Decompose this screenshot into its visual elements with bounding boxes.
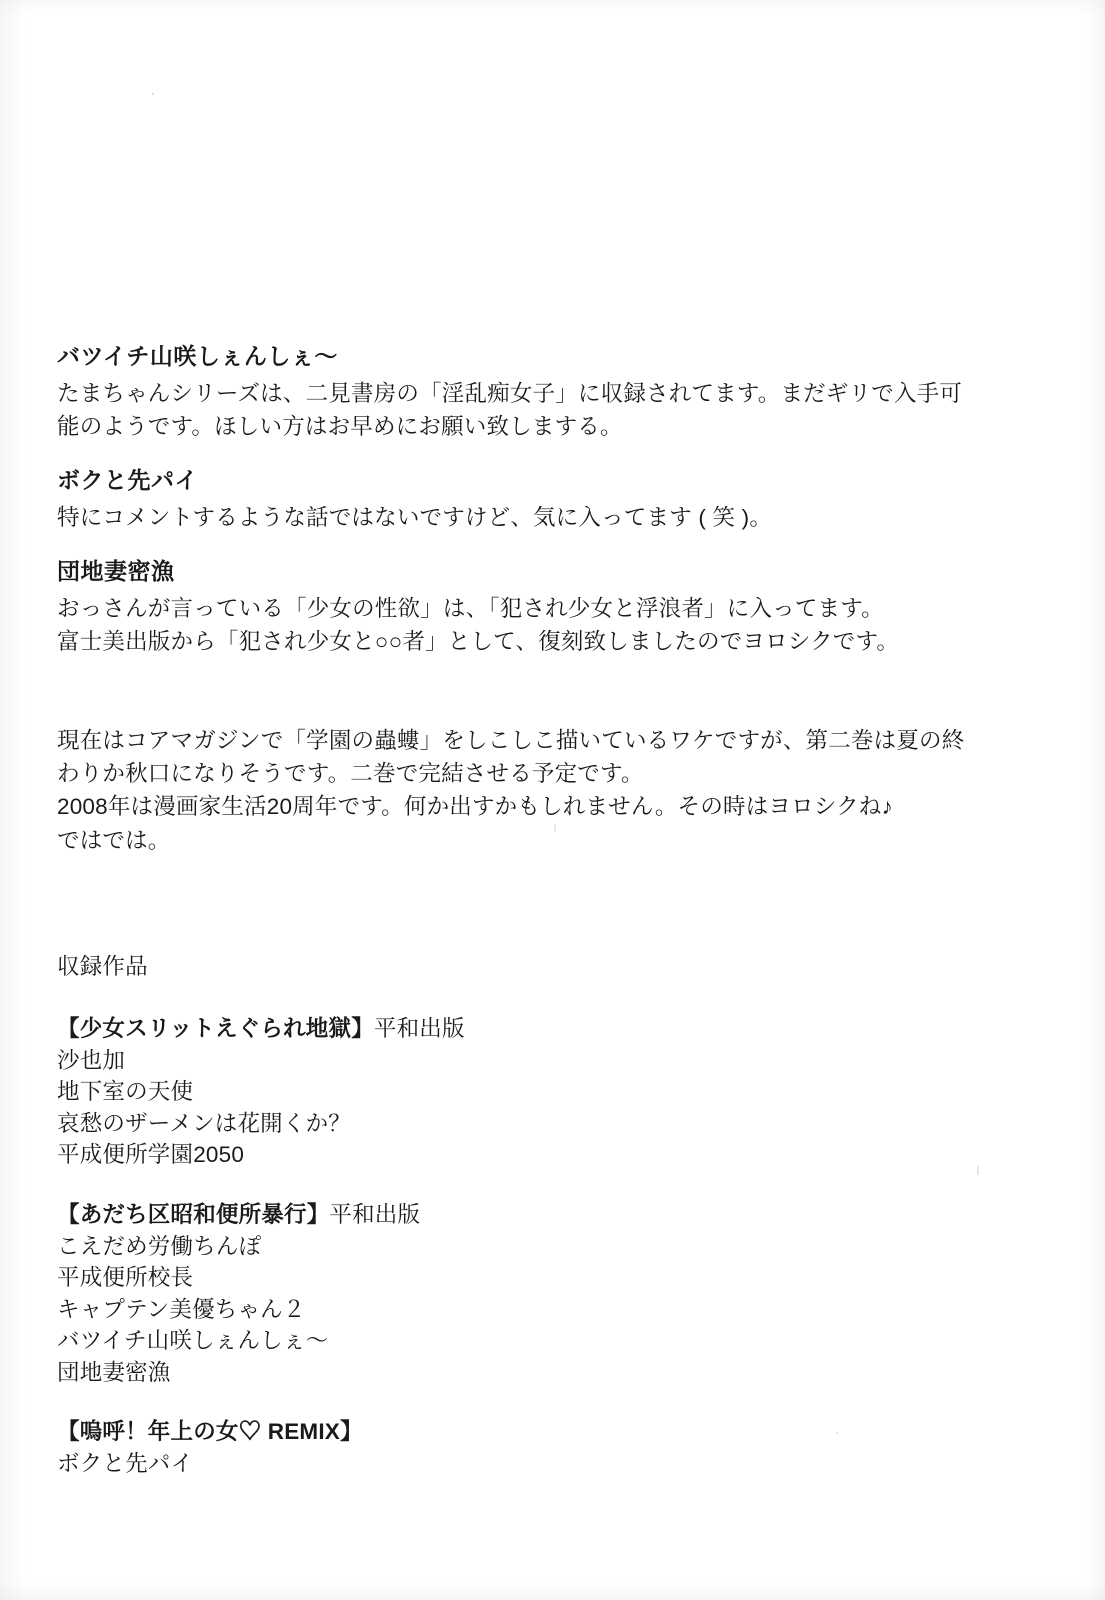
work-group-title-text: 【あだち区昭和便所暴行】	[57, 1201, 330, 1227]
works-list	[57, 949, 1017, 1480]
section-line: 富士美出版から「犯され少女と○○者」として、復刻致しましたのでヨロシクです。	[57, 629, 900, 655]
section-line: 能のようです。ほしい方はお早めにお願い致しまする。	[57, 414, 623, 440]
section-heading: バツイチ山咲しぇんしぇ～	[57, 343, 338, 369]
closing-line: わりか秋口になりそうです。二巻で完結させる予定です。	[57, 761, 644, 787]
scan-speck	[152, 93, 154, 95]
closing-line: 現在はコアマガジンで「学園の蟲螻」をしこしこ描いているワケですが、第二巻は夏の終	[57, 728, 965, 754]
section-heading: ボクと先パイ	[57, 467, 198, 494]
work-group-title-text: 【嗚呼！年上の女♡ REMIX】	[57, 1419, 363, 1445]
work-item: 平成便所校長	[57, 1265, 194, 1291]
work-group-title	[57, 1011, 1017, 1043]
work-item: こえだめ労働ちんぽ	[57, 1233, 262, 1259]
section-afterword-2	[57, 469, 1017, 534]
works-list-heading: 収録作品	[57, 953, 148, 979]
section-line: おっさんが言っている「少女の性欲」は、「犯され少女と浮浪者」に入ってます。	[57, 596, 884, 622]
section-line: 特にコメントするような話ではないですけど、気に入ってます ( 笑 )。	[57, 505, 773, 531]
section-heading: 団地妻密漁	[57, 558, 175, 585]
work-item: 沙也加	[57, 1047, 126, 1073]
work-group	[57, 1197, 1017, 1389]
work-group-publisher: 平和出版	[329, 1201, 421, 1227]
work-item: 団地妻密漁	[57, 1359, 171, 1385]
list-gap	[57, 883, 1017, 949]
closing-line: ではでは。	[57, 827, 171, 853]
section-afterword-1	[57, 345, 1017, 443]
section-gap	[57, 682, 1017, 724]
work-item: キャプテン美優ちゃん２	[57, 1296, 306, 1322]
closing-line: 2008年は漫画家生活20周年です。何か出すかもしれません。その時はヨロシクね♪	[57, 794, 893, 820]
work-item: ボクと先パイ	[57, 1451, 194, 1477]
closing-note	[57, 724, 1017, 856]
work-group	[57, 1414, 1017, 1480]
work-group	[57, 1011, 1017, 1171]
section-line: たまちゃんシリーズは、二見書房の「淫乱痴女子」に収録されてます。まだギリで入手可	[57, 381, 963, 406]
work-item: 地下室の天使	[57, 1079, 194, 1105]
work-item: 平成便所学園2050	[57, 1142, 245, 1168]
section-afterword-3	[57, 560, 1017, 658]
work-group-title-text: 【少女スリットえぐられ地獄】	[57, 1015, 374, 1041]
work-group-title	[57, 1197, 1017, 1229]
work-group-title	[57, 1414, 1017, 1446]
work-item: バツイチ山咲しぇんしぇ～	[57, 1328, 329, 1354]
document-body	[57, 345, 1017, 1506]
work-group-publisher: 平和出版	[373, 1015, 465, 1041]
work-item: 哀愁のザーメンは花開くか？	[57, 1110, 351, 1136]
